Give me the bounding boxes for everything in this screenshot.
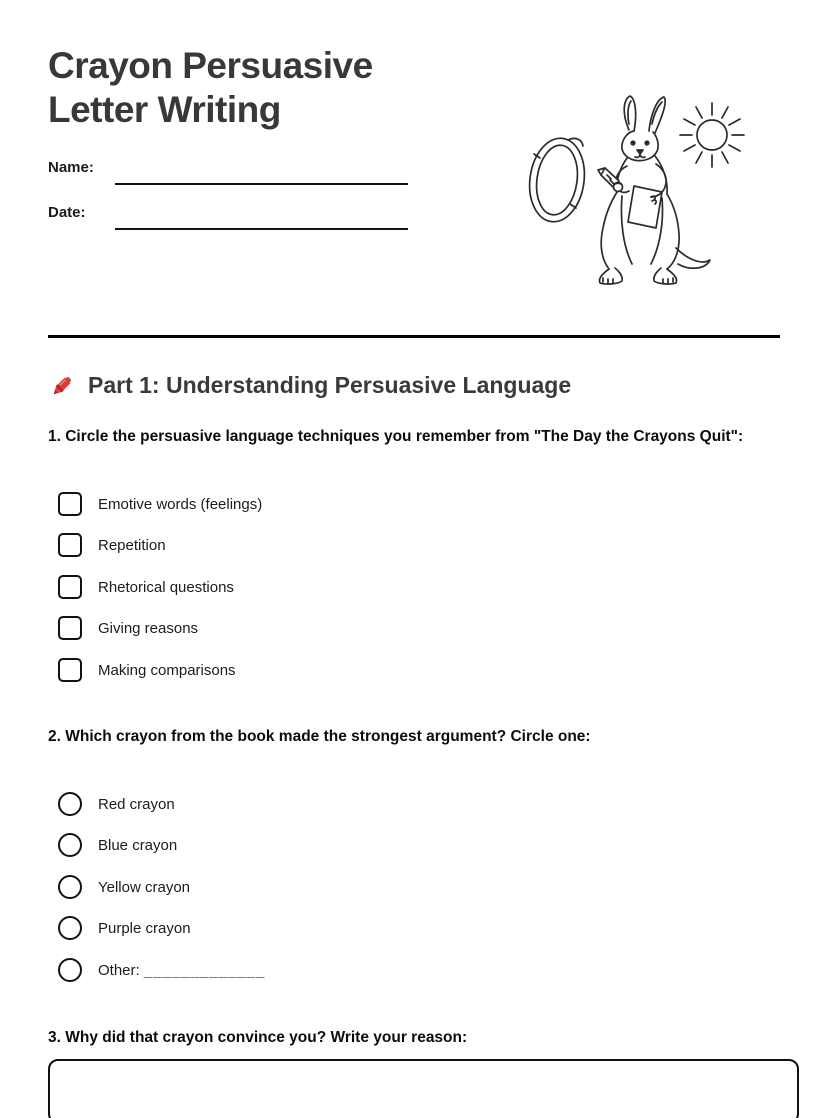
red-crayon-icon: [48, 370, 78, 400]
kangaroo-illustration: [510, 88, 790, 298]
checkbox-label: Emotive words (feelings): [98, 495, 263, 513]
q1-option-row: [58, 533, 166, 557]
q2-option-row: [58, 916, 191, 940]
checkbox-giving-reasons[interactable]: [58, 616, 82, 640]
checkbox-making-comparisons[interactable]: [58, 658, 82, 682]
section-divider: [48, 335, 780, 338]
other-blank-line[interactable]: _____________: [143, 961, 266, 979]
checkbox-emotive-words[interactable]: [58, 492, 82, 516]
q1-option-row: [58, 575, 234, 599]
checkbox-label: Rhetorical questions: [98, 578, 234, 596]
q2-option-row: [58, 833, 177, 857]
name-label: Name:: [48, 159, 94, 176]
date-input[interactable]: [115, 204, 408, 230]
q1-option-row: [58, 492, 262, 516]
radio-purple-crayon[interactable]: [58, 916, 82, 940]
q2-option-row: [58, 958, 265, 982]
radio-label: Purple crayon: [98, 919, 191, 937]
q3-answer-box[interactable]: [48, 1059, 799, 1118]
part1-heading: [48, 370, 571, 400]
checkbox-label: Repetition: [98, 536, 166, 554]
name-input[interactable]: [115, 159, 408, 185]
radio-label: Red crayon: [98, 795, 175, 813]
checkbox-label: Making comparisons: [98, 661, 236, 679]
sun-icon: [680, 103, 744, 167]
radio-other[interactable]: [58, 958, 82, 982]
question-2: 2. Which crayon from the book made the strongest argument? Circle one:: [48, 728, 591, 745]
radio-label-other: [98, 962, 265, 979]
radio-label: Other:: [98, 961, 140, 979]
radio-label: Blue crayon: [98, 836, 178, 854]
radio-label: Yellow crayon: [98, 878, 190, 896]
page-title-line1: Crayon Persuasive: [48, 45, 373, 86]
question-3: 3. Why did that crayon convince you? Write your reason:: [48, 1029, 468, 1046]
checkbox-repetition[interactable]: [58, 533, 82, 557]
q2-option-row: [58, 875, 190, 899]
checkbox-rhetorical-questions[interactable]: [58, 575, 82, 599]
radio-yellow-crayon[interactable]: [58, 875, 82, 899]
checkbox-label: Giving reasons: [98, 619, 199, 637]
page-title-line2: Letter Writing: [48, 89, 281, 130]
page-title: [48, 44, 373, 132]
rope-ring-icon: [524, 135, 589, 226]
part1-heading-text: Part 1: Understanding Persuasive Language: [88, 371, 572, 398]
q1-option-row: [58, 658, 236, 682]
radio-red-crayon[interactable]: [58, 792, 82, 816]
question-1: 1. Circle the persuasive language techniques you remember from "The Day the Crayons Quit":: [48, 428, 744, 445]
date-label: Date:: [48, 204, 86, 221]
radio-blue-crayon[interactable]: [58, 833, 82, 857]
q2-option-row: [58, 792, 175, 816]
q1-option-row: [58, 616, 198, 640]
